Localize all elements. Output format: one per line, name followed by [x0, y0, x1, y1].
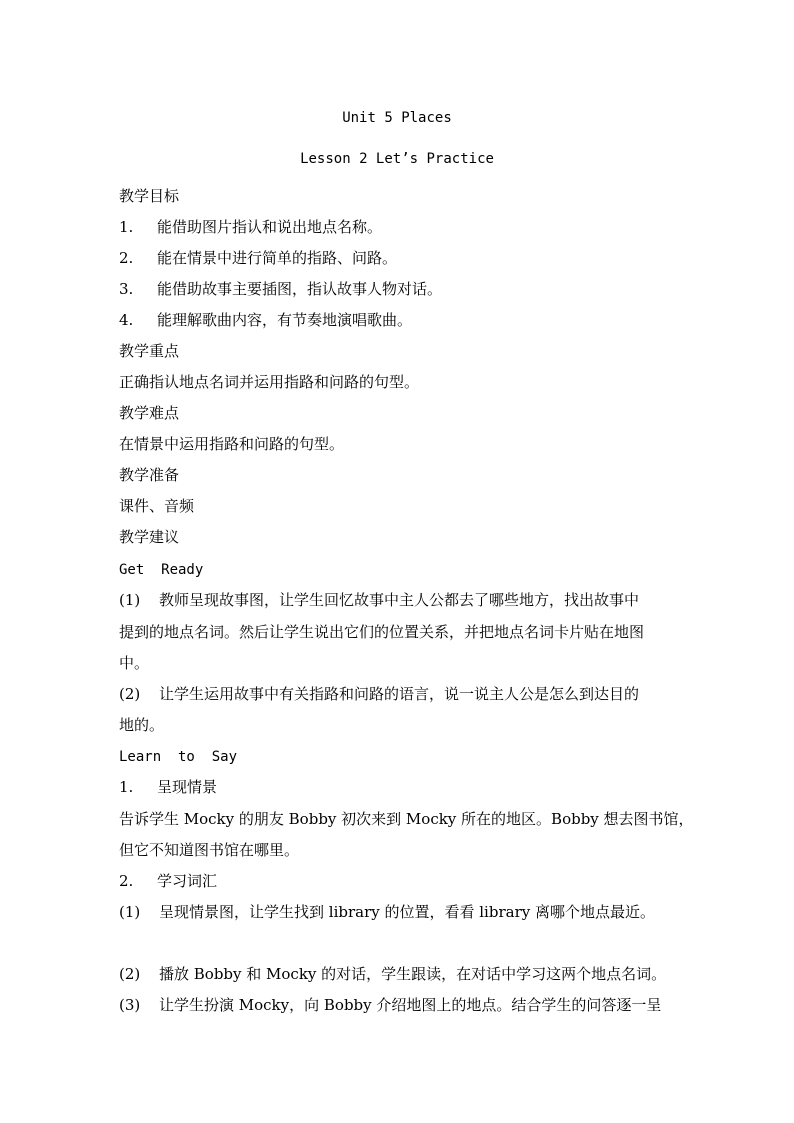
get-ready-paragraph [119, 590, 679, 610]
objective-item [119, 310, 679, 330]
key-points-heading: 教学重点 [119, 342, 180, 360]
preparation-heading: 教学准备 [119, 466, 180, 484]
step-title: 学习词汇 [157, 872, 218, 890]
suggestions-heading: 教学建议 [119, 528, 180, 546]
step-heading [119, 871, 679, 891]
paragraph-text: 告诉学生 Mocky 的朋友 Bobby 初次来到 Mocky 所在的地区。Bobby 想去图书馆， [119, 810, 694, 828]
step-number: 2. [119, 872, 134, 890]
item-number: (2) [119, 965, 141, 983]
objective-number: 3. [119, 280, 134, 298]
paragraph-text: 地的。 [119, 716, 165, 734]
objective-number: 2. [119, 249, 134, 267]
objective-text: 能借助图片指认和说出地点名称。 [157, 218, 383, 236]
paragraph-text: 提到的地点名词。然后让学生说出它们的位置关系，并把地点名词卡片贴在地图 [119, 623, 645, 641]
difficulties-text: 在情景中运用指路和问路的句型。 [119, 435, 345, 453]
item-number: (1) [119, 903, 141, 921]
item-text: 播放 Bobby 和 Mocky 的对话，学生跟读，在对话中学习这两个地点名词。 [159, 965, 667, 983]
learn-to-say-heading: Learn to Say [119, 749, 238, 765]
step-title: 呈现情景 [157, 778, 218, 796]
item-number: (3) [119, 996, 141, 1014]
key-points-text: 正确指认地点名词并运用指路和问路的句型。 [119, 373, 420, 391]
step-number: 1. [119, 778, 134, 796]
paragraph-text: 教师呈现故事图，让学生回忆故事中主人公都去了哪些地方，找出故事中 [159, 591, 640, 609]
objectives-heading: 教学目标 [119, 187, 180, 205]
paragraph-text: 中。 [119, 654, 150, 672]
paragraph-number: (1) [119, 591, 141, 609]
objective-item [119, 279, 679, 299]
list-item [119, 902, 679, 922]
objective-number: 1. [119, 218, 134, 236]
objective-item [119, 217, 679, 237]
list-item [119, 995, 679, 1015]
preparation-text: 课件、音频 [119, 497, 195, 515]
paragraph-text: 但它不知道图书馆在哪里。 [119, 841, 300, 859]
page-subtitle: Lesson 2 Let’s Practice [300, 151, 494, 167]
get-ready-paragraph [119, 684, 679, 704]
item-text: 呈现情景图，让学生找到 library 的位置，看看 library 离哪个地点最近。 [159, 903, 655, 921]
paragraph-number: (2) [119, 685, 141, 703]
page-title: Unit 5 Places [342, 110, 452, 126]
objective-text: 能理解歌曲内容，有节奏地演唱歌曲。 [157, 311, 413, 329]
item-text: 让学生扮演 Mocky，向 Bobby 介绍地图上的地点。结合学生的问答逐一呈 [159, 996, 662, 1014]
objective-number: 4. [119, 311, 134, 329]
get-ready-heading: Get Ready [119, 562, 204, 578]
step-heading [119, 777, 679, 797]
objective-text: 能借助故事主要插图，指认故事人物对话。 [157, 280, 443, 298]
difficulties-heading: 教学难点 [119, 404, 180, 422]
objective-item [119, 248, 679, 268]
objective-text: 能在情景中进行简单的指路、问路。 [157, 249, 398, 267]
paragraph-text: 让学生运用故事中有关指路和问路的语言，说一说主人公是怎么到达目的 [159, 685, 640, 703]
list-item [119, 964, 679, 984]
